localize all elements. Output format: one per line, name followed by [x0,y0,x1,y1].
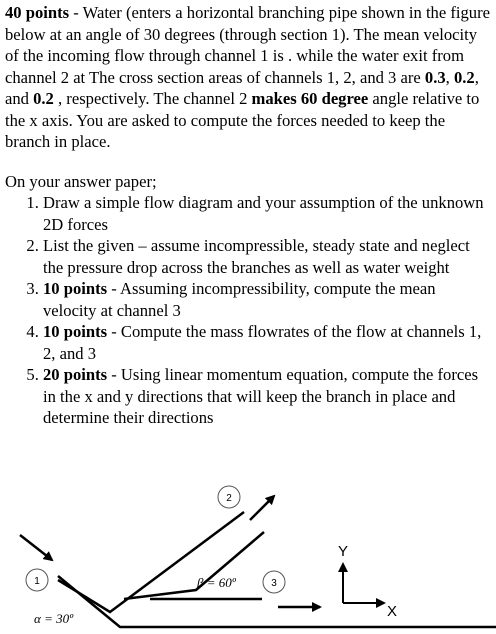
task-item [43,278,491,321]
coordinate-axes [338,543,397,620]
angle-statement: makes 60 degree [251,89,369,108]
task-text: Draw a simple flow diagram and your assumption of the unknown 2D forces [43,193,484,234]
alpha-label: α = 30º [34,611,74,626]
task-item [43,321,491,364]
task-points: 10 points [43,322,108,341]
section-1-marker [26,569,48,591]
area-1: 0.3 [424,67,446,87]
task-points: 10 points [43,279,108,298]
branching-pipe-figure [0,478,496,634]
task-text: List the given – assume incompressible, steady state and neglect the pressure drop across the branches as well as water weight [43,236,470,277]
task-points: 20 points [43,365,108,384]
task-item [43,235,491,278]
section-3-marker [263,571,285,593]
intro-sep: , [445,67,454,87]
area-2: 0.2 [453,67,475,87]
task-item [43,364,491,429]
intro-text: - Water (enters a horizontal branching pipe shown in the figure below at an angle of 30 degrees (through section 1). The mean velocity of the incoming flow through channel 1 is . while the water exit from channel 2 at The cross section areas of channels 1, 2, and 3 are [5,3,490,87]
task-text: - Using linear momentum equation, compute the forces in the x and y directions that will keep the branch in place and determine their directions [43,365,479,427]
task-text: - Assuming incompressibility, compute the mean velocity at channel 3 [43,279,436,320]
section-1-label: 1 [34,576,40,587]
beta-label: β = 60º [197,575,236,590]
x-axis-label: X [387,603,398,620]
y-axis-label: Y [337,543,349,560]
section-2-label: 2 [226,493,232,504]
outflow-arrow-2 [250,496,274,520]
section-3-label: 3 [271,578,277,589]
pipe-wall-inner [58,512,244,612]
points-label: 40 points [5,3,70,22]
pipe-wall-branch [124,532,264,599]
area-3: 0.2 [33,89,54,108]
problem-text [5,2,491,429]
task-list [5,192,491,429]
inflow-arrow [20,535,52,560]
task-text: - Compute the mass flowrates of the flow at channels 1, 2, and 3 [43,322,482,363]
section-2-marker [218,486,240,508]
task-item [43,192,491,235]
intro-and: , and [5,67,479,108]
pipe-diagram [0,478,496,634]
intro-respectively: , respectively. The channel 2 [53,89,252,108]
problem-intro [5,2,491,153]
intro-tail: angle relative to the x axis. You are asked to compute the forces needed to keep the branch in place. [5,89,480,151]
answer-paper-heading: On your answer paper; [5,171,157,191]
